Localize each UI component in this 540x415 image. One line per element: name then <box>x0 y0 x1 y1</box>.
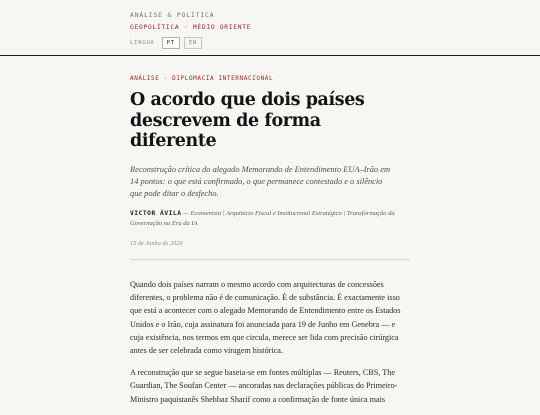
body-paragraph: A reconstrução que se segue baseia-se em fontes múltiplas — Reuters, CBS, The Guardian, The Soufan Center — ancoradas nas declarações públicas do Primeiro-Ministro paquistanês Shehbaz Sharif como a confirmação de fonte única mais <box>130 368 398 404</box>
article-standfirst: Reconstrução crítica do alegado Memorando de Entendimento EUA–Irão em 14 pontos: o que está confirmado, o que permanece contestado e o silêncio que pode ditar o desfecho. <box>130 165 391 198</box>
language-label: LÍNGUA <box>130 40 155 46</box>
byline <box>130 209 410 229</box>
language-button-pt[interactable]: PT <box>162 37 180 49</box>
body-paragraph: Quando dois países narram o mesmo acordo com arquitecturas de concessões diferentes, o problema não é de comunicação. É de substância. É exactamente isso que está a acontecer com o alegado Memorando de Entendimento entre os Estados Unidos e o Irão, cuja assinatura foi anunciada para 19 de Junho em Genebra — e cuja existência, nos termos em que circula, merece ser lida com precisão cirúrgica antes de ser celebrada como viragem histórica. <box>130 280 401 356</box>
language-switcher <box>130 37 202 49</box>
publish-date: 15 de Junho de 2026 <box>130 240 183 247</box>
site-kicker: ANÁLISE & POLÍTICA <box>130 12 215 19</box>
divider <box>130 259 410 260</box>
author-name: VICTOR ÁVILA <box>130 210 182 217</box>
article-body <box>130 278 410 415</box>
section-link[interactable]: GEOPOLÍTICA · MÉDIO ORIENTE <box>130 24 252 31</box>
article-title: O acordo que dois países descrevem de forma diferente <box>130 90 365 151</box>
author-role: — Economista | Arquitecto Fiscal e Institucional Estratégico | Transformação da Governação na Era da IA <box>130 210 395 227</box>
article-tag[interactable]: ANÁLISE · DIPLOMACIA INTERNACIONAL <box>130 75 274 82</box>
site-header <box>0 0 540 56</box>
language-button-en[interactable]: EN <box>184 37 202 49</box>
